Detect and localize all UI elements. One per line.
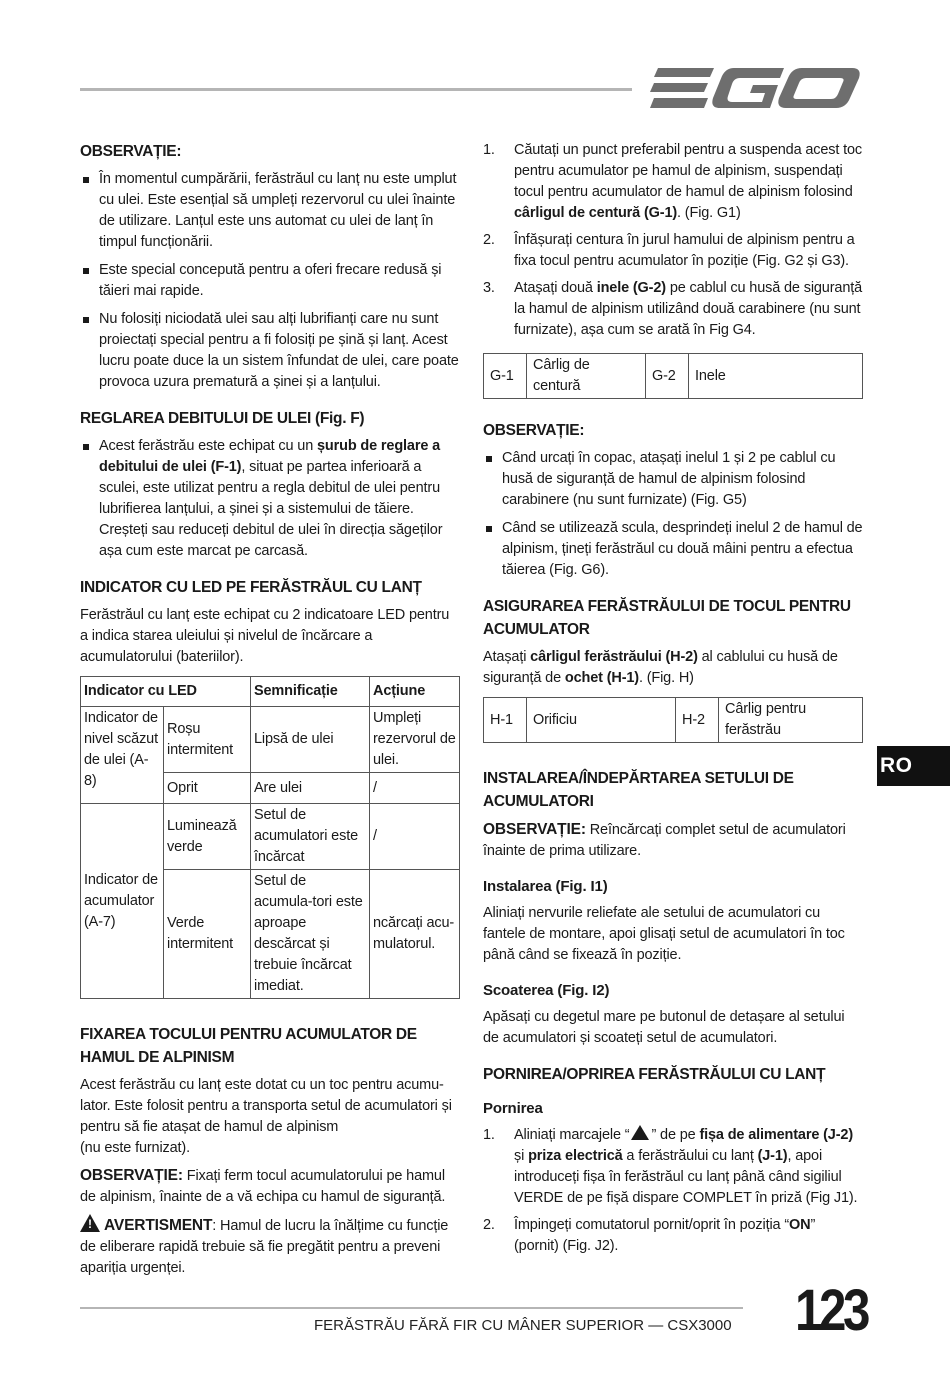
oil-indicator-cell: Indicator de nivel scăzut de ulei (A-8): [81, 707, 164, 804]
led-header-action: Acțiune: [370, 677, 460, 707]
right-column: [483, 140, 863, 1269]
triangle-marker-icon: [631, 1125, 649, 1140]
list-item: Când urcați în copac, atașați inelul 1 și 2 pe cablul cu husă de siguranță de hamul de alpinism folosind carabinere (nu sunt furnizate) (Fig. G5): [483, 448, 863, 511]
holster-body: Acest ferăstrău cu lanț este dotat cu un toc pentru acumu-lator. Este folosit pentru a transporta setul de acumulatori și pentru să fie atașat de hamul de alpinism: [80, 1077, 452, 1135]
footer-title: FERĂSTRĂU FĂRĂ FIR CU MÂNER SUPERIOR — CSX3000: [314, 1317, 732, 1334]
led-heading: INDICATOR CU LED PE FERĂSTRĂUL CU LANȚ: [80, 579, 422, 596]
table-cell: G-2: [646, 354, 689, 399]
install-heading: INSTALAREA/ÎNDEPĂRTAREA SETULUI DE ACUMULATORI: [483, 770, 794, 810]
table-cell: Cârlig de centură: [527, 354, 646, 399]
holster-steps: [483, 140, 863, 341]
left-column: [80, 140, 460, 1285]
list-item: Nu folosiți niciodată ulei sau alți lubrifianți care nu sunt proiectați special pentru a fi folosiți pe șină și lanț. Acest lucru poate duce la un sistem înfundat de ulei, care poate provoca uzura prematură a șinei și a lanțului.: [80, 309, 460, 393]
language-tab: RO: [877, 746, 950, 786]
table-cell: Umpleți rezervorul de ulei.: [370, 707, 460, 773]
table-cell: Roșu intermitent: [164, 707, 251, 773]
list-item: 2. Împingeți comutatorul pornit/oprit în poziția “ON” (pornit) (Fig. J2).: [483, 1217, 816, 1254]
warning-icon: [80, 1214, 100, 1232]
observatie-heading: OBSERVAȚIE:: [80, 143, 182, 160]
led-header-meaning: Semnificație: [251, 677, 370, 707]
table-cell: Cârlig pentru ferăstrău: [719, 698, 863, 743]
secure-text: Atașați cârligul ferăstrăului (H-2) al cablului cu husă de siguranță de ochet (H-1). (Fig. H): [483, 649, 838, 686]
observatie-heading-2: OBSERVAȚIE:: [483, 422, 585, 439]
table-cell: /: [370, 804, 460, 870]
remove-subheading: Scoaterea (Fig. I2): [483, 982, 610, 999]
start-steps: [483, 1125, 863, 1257]
list-item: 2. Înfășurați centura în jurul hamului de alpinism pentru a fixa tocul pentru acumulator în poziție (Fig. G2 și G3).: [483, 232, 855, 269]
ego-logo: [650, 62, 862, 114]
table-cell: Verde intermitent: [164, 870, 251, 999]
table-cell: ncărcați acu-mulatorul.: [370, 870, 460, 999]
install-note: OBSERVAȚIE: Reîncărcați complet setul de acumulatori înainte de prima utilizare.: [483, 821, 846, 859]
list-item: 3. Atașați două inele (G-2) pe cablul cu husă de siguranță la hamul de alpinism utilizând două carabinere (nu sunt furnizate), așa cum se arată în Fig G4.: [483, 280, 863, 338]
start-heading: PORNIREA/OPRIREA FERĂSTRĂULUI CU LANȚ: [483, 1066, 826, 1083]
h-parts-table: [483, 697, 863, 743]
led-intro: Ferăstrăul cu lanț este echipat cu 2 indicatoare LED pentru a indica starea uleiului și nivelul de încărcare a acumulatorului (bateriilor).: [80, 607, 450, 665]
list-item: Este special concepută pentru a oferi frecare redusă și tăieri mai rapide.: [80, 260, 460, 302]
table-cell: Oprit: [164, 773, 251, 804]
oil-flow-list: [80, 436, 460, 562]
list-item: În momentul cumpărării, ferăstrăul cu lanț nu este umplut cu ulei. Este esențial să umpleți rezervorul cu ulei înainte de utilizare. Lanțul este uns automat cu ulei de lanț în timpul funcționării.: [80, 169, 460, 253]
footer-rule: [80, 1307, 743, 1309]
table-cell: Setul de acumulatori este încărcat: [251, 804, 370, 870]
list-item: Acest ferăstrău este echipat cu un șurub de reglare a debitului de ulei (F-1), situat pe partea inferioară a sculei, este utilizat pentru a regla debitul de ulei pentru lubrifierea lanțului, a șinei și a sistemului de tăiere. Creșteți sau reduceți debitul de ulei în direcția săgeților așa cum este marcat pe carcasă.: [80, 436, 460, 562]
secure-heading: ASIGURAREA FERĂSTRĂULUI DE TOCUL PENTRU ACUMULATOR: [483, 598, 851, 638]
table-cell: H-2: [676, 698, 719, 743]
led-table: [80, 676, 460, 999]
led-header-indicator: Indicator cu LED: [81, 677, 251, 707]
table-cell: Orificiu: [527, 698, 676, 743]
table-cell: Are ulei: [251, 773, 370, 804]
observatie-list-2: [483, 448, 863, 581]
install-text: Aliniați nervurile reliefate ale setului de acumulatori cu fantele de montare, apoi glisați setul de acumulatori în toc până când se fixează în poziție.: [483, 905, 845, 963]
observatie-list: [80, 169, 460, 393]
table-cell: Setul de acumula-tori este aproape descărcat și trebuie încărcat imediat.: [251, 870, 370, 999]
remove-text: Apăsați cu degetul mare pe butonul de detașare al setului de acumulatori și scoateți setul de acumulatori.: [483, 1009, 845, 1046]
list-item: 1. Căutați un punct preferabil pentru a suspenda acest toc pentru acumulator pe hamul de alpinism, suspendați tocul pentru acumulator de hamul de alpinism folosind cârligul de centură (G-1). (Fig. G1): [483, 142, 863, 221]
holster-warning: !AVERTISMENT: Hamul de lucru la înălțime cu funcție de eliberare rapidă trebuie să fie pregătit pentru a preveni apariția urgenței.: [80, 1214, 460, 1279]
table-cell: /: [370, 773, 460, 804]
holster-note: OBSERVAȚIE: Fixați ferm tocul acumulatorului pe hamul de alpinism, înainte de a vă echipa cu hamul de siguranță.: [80, 1167, 446, 1205]
table-cell: Lipsă de ulei: [251, 707, 370, 773]
holster-heading: FIXAREA TOCULUI PENTRU ACUMULATOR DE HAMUL DE ALPINISM: [80, 1026, 417, 1066]
list-item: Când se utilizează scula, desprindeți inelul 2 de hamul de alpinism, țineți ferăstrăul cu două mâini pentru a efectua tăierea (Fig. G6).: [483, 518, 863, 581]
install-subheading: Instalarea (Fig. I1): [483, 878, 608, 895]
table-cell: Luminează verde: [164, 804, 251, 870]
header-rule: [80, 88, 632, 91]
start-subheading: Pornirea: [483, 1100, 543, 1117]
g-parts-table: [483, 353, 863, 399]
table-cell: G-1: [484, 354, 527, 399]
page-number: 123: [795, 1278, 868, 1343]
holster-body-2: (nu este furnizat).: [80, 1140, 190, 1156]
table-cell: H-1: [484, 698, 527, 743]
table-cell: Inele: [689, 354, 863, 399]
list-item: 1. Aliniați marcajele “ ” de pe fișa de alimentare (J-2) și priza electrică a ferăstrăului cu lanț (J-1), apoi introduceți fișa în ferăstrăul cu lanț până când sigiliul VERDE de pe fișă dispare COMPLET în priză (Fig J1).: [483, 1127, 858, 1206]
oil-flow-heading: REGLAREA DEBITULUI DE ULEI (Fig. F): [80, 410, 365, 427]
battery-indicator-cell: Indicator de acumulator (A-7): [81, 804, 164, 999]
